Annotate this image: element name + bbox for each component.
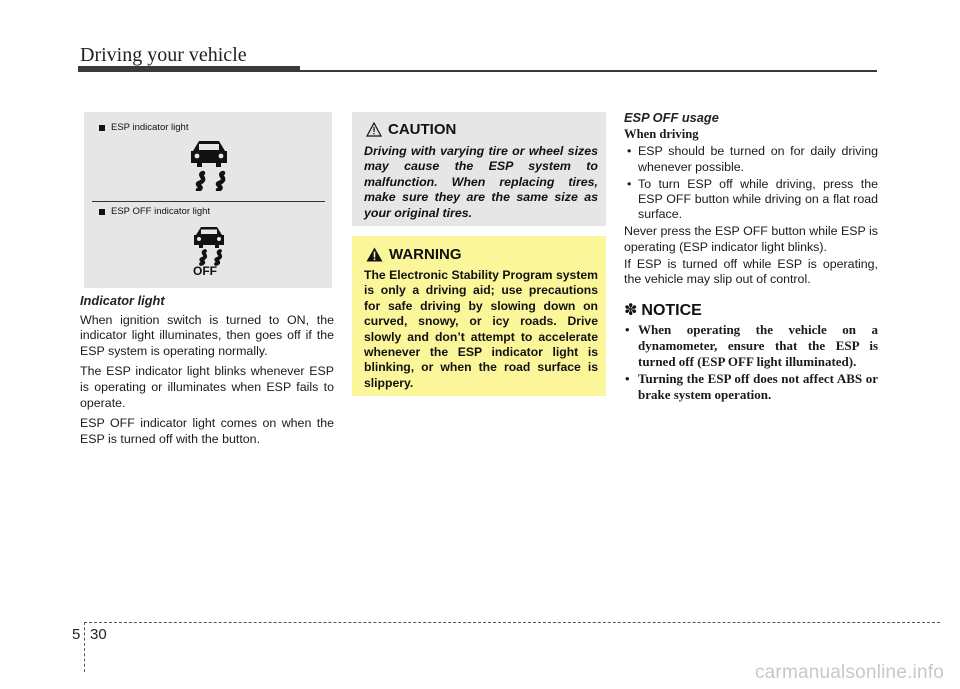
paragraph: Never press the ESP OFF button while ESP is operating (ESP indicator light blinks). — [624, 224, 878, 254]
paragraph: If ESP is turned off while ESP is operating, the vehicle may slip out of control. — [624, 256, 878, 287]
caption-bullet — [99, 209, 105, 215]
usage-bullet-list — [624, 144, 878, 222]
warning-label: WARNING — [389, 246, 462, 263]
paragraph: ESP OFF indicator light comes on when the ESP is turned off with the button. — [80, 416, 334, 446]
caution-triangle-icon — [366, 122, 382, 137]
right-column — [624, 110, 878, 404]
notice-star-icon: ✽ — [624, 302, 638, 320]
bullet-dot: • — [627, 144, 632, 159]
esp-off-usage-heading: ESP OFF usage — [624, 110, 719, 125]
esp-off-caption-text: ESP OFF indicator light — [111, 206, 211, 217]
esp-caption-text: ESP indicator light — [111, 122, 189, 133]
caution-label: CAUTION — [388, 121, 457, 138]
bullet-dot: • — [625, 322, 630, 338]
list-item — [624, 322, 878, 370]
paragraph: When ignition switch is turned to ON, the indicator light illuminates, then goes off if the ESP system is operating normally. — [80, 312, 334, 358]
off-label: OFF — [193, 264, 217, 278]
notice-label: NOTICE — [641, 302, 702, 320]
list-item-text: When operating the vehicle on a dynamometer, ensure that the ESP is turned off (ESP OFF light illuminated). — [638, 322, 878, 370]
caption-bullet — [99, 125, 105, 131]
warning-triangle-icon — [366, 247, 383, 262]
list-item — [624, 144, 878, 174]
figure-divider — [92, 201, 325, 202]
notice-title — [624, 303, 878, 318]
list-item-text: To turn ESP off while driving, press the ESP OFF button while driving on a flat road surface. — [638, 176, 878, 222]
caution-text: Driving with varying tire or wheel sizes may cause the ESP system to malfunction. When replacing tires, make sure they are the same size as your original tires. — [364, 144, 598, 220]
header-rule-thick — [78, 66, 300, 72]
list-item-text: ESP should be turned on for daily driving whenever possible. — [638, 144, 878, 174]
esp-skid-car-icon — [185, 139, 233, 191]
warning-header — [366, 246, 462, 263]
caution-box — [352, 112, 606, 226]
left-column — [80, 293, 334, 452]
bullet-dot: • — [627, 176, 632, 191]
list-item — [624, 177, 878, 223]
bullet-dot: • — [625, 371, 630, 387]
list-item — [624, 371, 878, 403]
header-rule-thin — [300, 70, 877, 72]
footer-rule — [84, 622, 940, 623]
esp-off-caption — [99, 206, 210, 217]
notice-list — [624, 322, 878, 403]
when-driving-subheading: When driving — [624, 127, 699, 142]
list-item-text: Turning the ESP off does not affect ABS or brake system operation. — [638, 371, 878, 403]
chapter-number: 5 — [72, 626, 81, 643]
caution-header — [366, 121, 456, 138]
indicator-figure-panel — [84, 112, 332, 288]
footer-divider — [84, 622, 85, 672]
paragraph: The ESP indicator light blinks whenever ESP is operating or illuminates when ESP fails to operate. — [80, 364, 334, 410]
page-number: 30 — [90, 626, 107, 643]
header-title: Driving your vehicle — [80, 44, 247, 66]
indicator-light-heading: Indicator light — [80, 293, 165, 308]
warning-text: The Electronic Stability Program system is only a driving aid; use precautions for safe driving by slowing down on curved, snowy, or icy roads. Drive slowly and don’t attempt to accelerate whenever the ESP indicator light is blinking, or when the road surface is slippery. — [364, 268, 598, 390]
warning-box — [352, 236, 606, 396]
esp-off-skid-car-icon — [189, 226, 229, 268]
esp-caption — [99, 122, 188, 133]
watermark: carmanualsonline.info — [754, 662, 944, 683]
